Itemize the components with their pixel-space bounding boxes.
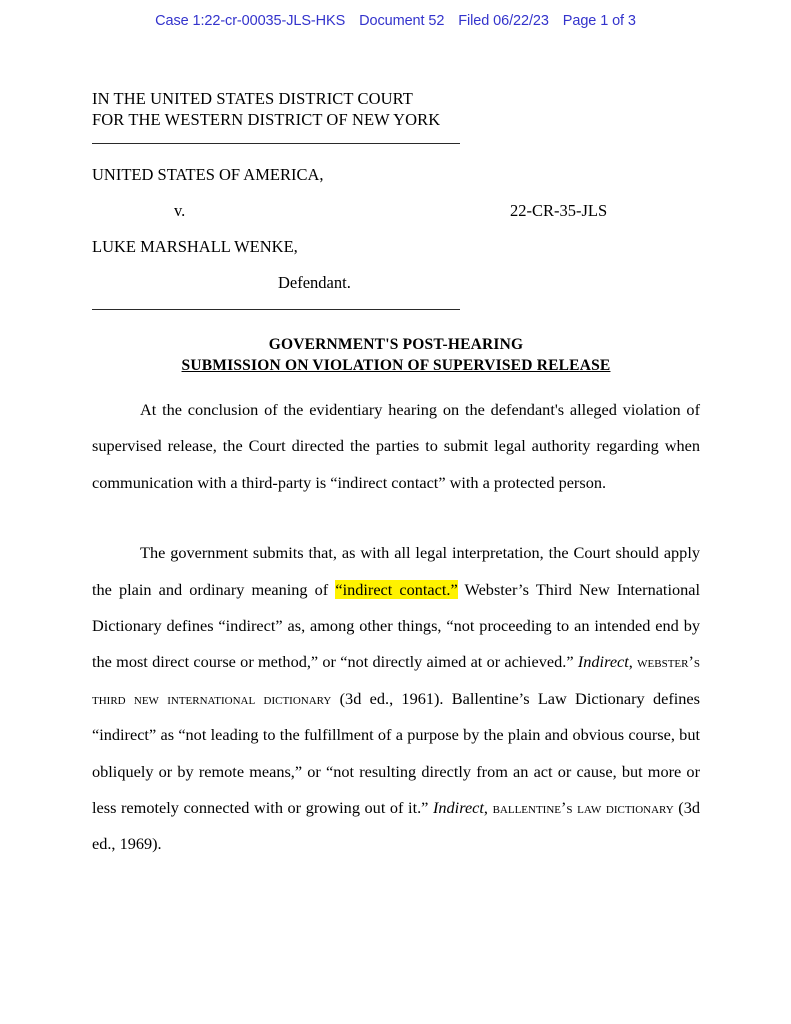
citation-2-signal: Indirect — [432, 798, 484, 818]
body-paragraph-1: At the conclusion of the evidentiary hearing on the defendant's alleged violation of supervised release, the Court directed the parties to submit legal authority regarding when communication with a third-party is “indirect contact” with a protected person. — [92, 400, 700, 492]
caption-rule-top — [92, 143, 460, 144]
versus-label: v. — [174, 201, 186, 220]
paragraph-2-part-2: Webster’s Third New International Dictionary defines “indirect” as, among other things, “not proceeding to an intended end by the most direct course or method,” or “not directly aimed at or achieved.” — [92, 579, 701, 672]
court-name-block — [92, 88, 700, 130]
defendant-row — [92, 237, 700, 273]
document-title — [92, 334, 700, 376]
court-name-line-1: IN THE UNITED STATES DISTRICT COURT — [92, 89, 413, 108]
defendant-label: Defendant. — [278, 273, 351, 292]
highlighted-phrase: “indirect contact.” — [335, 579, 458, 599]
court-name-line-2: FOR THE WESTERN DISTRICT OF NEW YORK — [92, 110, 441, 129]
party-block — [92, 165, 700, 309]
body-paragraph-2 — [92, 535, 700, 863]
ecf-case-number: Case 1:22-cr-00035-JLS-HKS — [155, 13, 346, 29]
defendant-name: LUKE MARSHALL WENKE, — [92, 237, 298, 256]
citation-1-signal: Indirect — [577, 652, 629, 672]
plaintiff-row — [92, 165, 700, 201]
caption-rule-bottom — [92, 309, 460, 310]
ecf-filed-date: Filed 06/22/23 — [458, 13, 549, 29]
paragraph-2-part-4: (3d ed., 1969). — [92, 798, 700, 854]
paragraph-2-part-3: (3d ed., 1961). Ballentine’s Law Dictionary defines “indirect” as “not leading to the fulfillment of a purpose by the plain and obvious course, but obliquely or by remote means,” or “not resulting directly from an act or cause, but more or less remotely connected with or growing out of it.” — [92, 688, 700, 818]
caption-case-number: 22-CR-35-JLS — [510, 201, 608, 220]
defendant-label-row — [92, 273, 700, 309]
ecf-page-number: Page 1 of 3 — [562, 13, 636, 29]
citation-1-comma: , — [628, 652, 638, 672]
paragraph-2-part-1: The government submits that, as with all legal interpretation, the Court should apply the plain and ordinary meaning of — [92, 543, 700, 599]
document-page — [92, 0, 700, 863]
document-body — [92, 392, 700, 863]
document-title-line-2: SUBMISSION ON VIOLATION OF SUPERVISED RELEASE — [181, 357, 611, 374]
citation-2-comma: , — [483, 798, 493, 818]
ecf-document-number: Document 52 — [359, 13, 445, 29]
citation-1-title: webster’s third new international dictionary — [92, 652, 701, 708]
citation-2-title: ballentine’s law dictionary — [492, 798, 674, 818]
plaintiff-name: UNITED STATES OF AMERICA, — [92, 165, 324, 184]
document-title-line-1: GOVERNMENT'S POST-HEARING — [268, 336, 524, 353]
versus-row — [92, 201, 700, 237]
